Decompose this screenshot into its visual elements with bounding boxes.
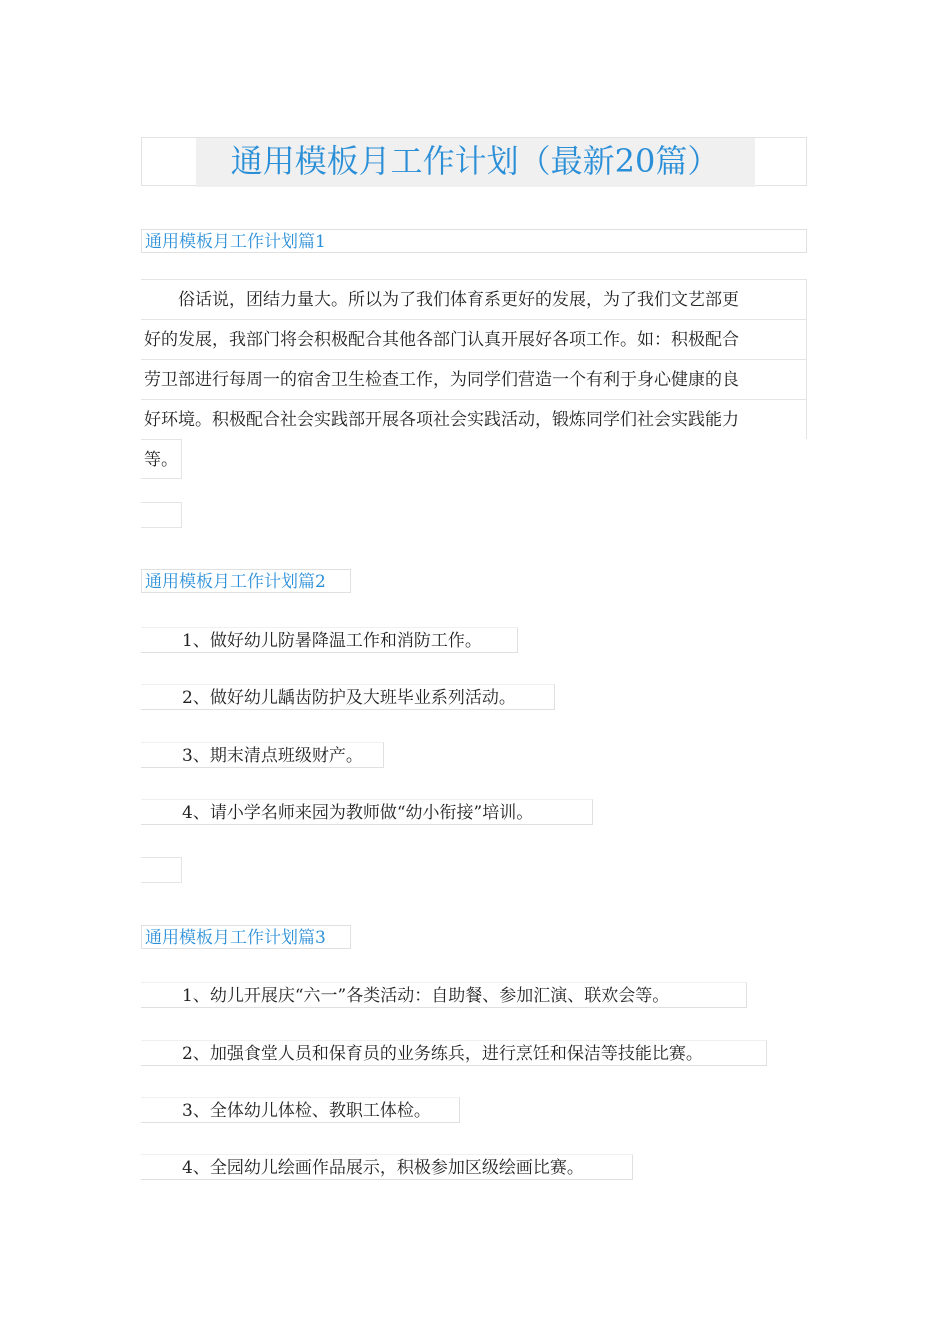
list-item: 1、做好幼儿防暑降温工作和消防工作。 [141,627,518,653]
section-heading-3: 通用模板月工作计划篇3 [141,925,351,949]
paragraph-line: 好环境。积极配合社会实践部开展各项社会实践活动，锻炼同学们社会实践能力 [141,399,807,439]
list-item: 3、全体幼儿体检、教职工体检。 [141,1097,460,1123]
section-heading-2: 通用模板月工作计划篇2 [141,569,351,593]
list-item: 4、请小学名师来园为教师做“幼小衔接”培训。 [141,799,593,825]
list-item: 3、期末清点班级财产。 [141,742,384,768]
empty-line-box [141,502,182,528]
paragraph-line: 劳卫部进行每周一的宿舍卫生检查工作，为同学们营造一个有利于身心健康的良 [141,359,807,399]
paragraph-line: 等。 [141,439,182,479]
paragraph-line: 好的发展，我部门将会积极配合其他各部门认真开展好各项工作。如：积极配合 [141,319,807,359]
document-title: 通用模板月工作计划（最新20篇） [230,142,720,180]
section-1-paragraph [141,279,807,494]
list-item: 2、加强食堂人员和保育员的业务练兵，进行烹饪和保洁等技能比赛。 [141,1040,767,1066]
document-title-box [141,137,807,186]
paragraph-line: 俗话说，团结力量大。所以为了我们体育系更好的发展，为了我们文艺部更 [141,279,807,319]
list-item: 1、幼儿开展庆“六一”各类活动：自助餐、参加汇演、联欢会等。 [141,982,747,1008]
list-item: 2、做好幼儿龋齿防护及大班毕业系列活动。 [141,684,555,710]
empty-line-box [141,857,182,883]
section-heading-1: 通用模板月工作计划篇1 [141,229,807,253]
list-item: 4、全园幼儿绘画作品展示，积极参加区级绘画比赛。 [141,1154,633,1180]
